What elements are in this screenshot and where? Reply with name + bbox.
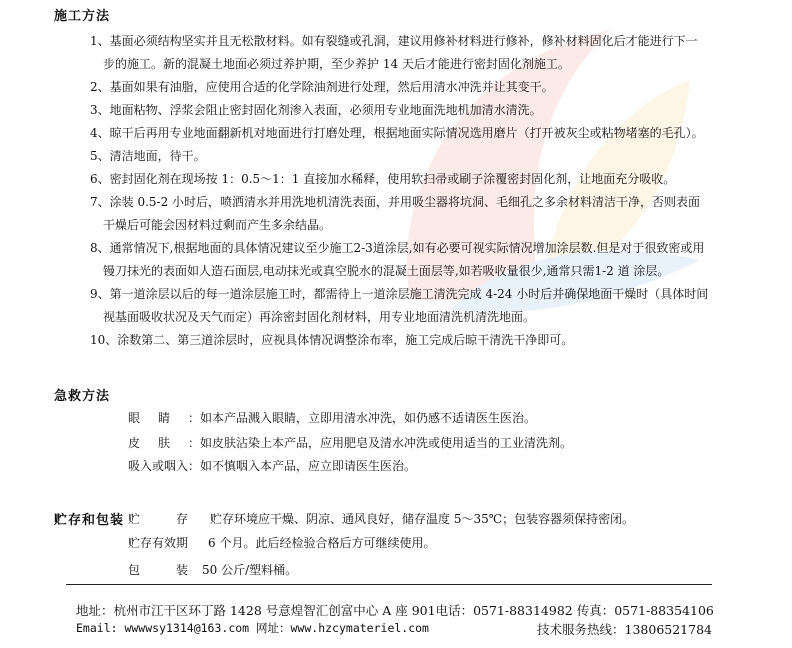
inhale-label: 吸入或咽入： xyxy=(128,459,201,473)
step-1: 1、基面必须结构坚实并且无松散材料。如有裂缝或孔洞，建议用修补材料进行修补，修补材料固化后才能进行下一 步的施工。新的混凝土地面必须过养护期，至少养护 14 天后才能进行密封固化剂施工。 xyxy=(90,34,698,71)
inhale-text: 如不慎咽入本产品，应立即请医生医治。 xyxy=(200,459,417,473)
step-3: 3、地面粘物、浮浆会阻止密封固化剂渗入表面，必须用专业地面洗地机加清水清洗。 xyxy=(90,103,542,117)
step-8: 8、通常情况下,根据地面的具体情况建议至少施工2-3道涂层,如有必要可视实际情况增加涂层数.但是对于很致密或用 镘刀抹光的表面如人造石面层,电动抹光或真空脱水的混凝土面层等,如若吸收量很少,通常只需1-2 道 涂层。 xyxy=(90,241,705,278)
first-aid-heading: 急救方法 xyxy=(54,389,111,404)
first-aid-skin xyxy=(128,435,572,451)
footer-contact-row xyxy=(76,620,712,638)
first-aid-eye xyxy=(128,410,536,426)
step-6: 6、密封固化剂在现场按 1：0.5～1：1 直接加水稀释，使用软扫帚或刷子涂覆密封固化剂，让地面充分吸收。 xyxy=(90,172,676,186)
eye-label: 眼睛： xyxy=(128,411,200,425)
step-9: 9、第一道涂层以后的每一道涂层施工时，都需待上一道涂层施工清洗完成 4-24 小时后并确保地面干燥时（具体时间 视基面吸收状况及天气而定）再涂密封固化剂材料，用专业地面清洗机清洗地面。 xyxy=(90,287,709,324)
first-aid-inhale xyxy=(128,458,416,474)
skin-text: 如皮肤沾染上本产品，应用肥皂及清水冲洗或使用适当的工业清洗剂。 xyxy=(200,436,573,450)
construction-steps-list xyxy=(90,30,730,352)
footer-address: 地址：杭州市江干区环丁路 1428 号意煌智汇创富中心 A 座 901电话：0571-88314982 传真：0571-88354106 xyxy=(76,603,714,618)
footer-hotline: 技术服务热线：13806521784 xyxy=(537,622,712,637)
packaging-label: 包装 xyxy=(128,563,188,577)
packaging-text: 50 公斤/塑料桶。 xyxy=(202,563,298,577)
storage-text: 贮存环境应干燥、阴凉、通风良好，储存温度 5～35℃；包装容器须保持密闭。 xyxy=(210,512,635,526)
step-10: 10、涂数第二、第三道涂层时，应视具体情况调整涂布率，施工完成后晾干清洗干净即可。 xyxy=(90,333,574,347)
storage-environment xyxy=(128,511,634,527)
shelf-life xyxy=(128,535,435,551)
skin-label: 皮肤： xyxy=(128,436,200,450)
storage-label: 贮存 xyxy=(128,512,188,526)
footer-divider xyxy=(66,584,712,585)
eye-text: 如本产品溅入眼睛，立即用清水冲洗，如仍感不适请医生医治。 xyxy=(200,411,537,425)
shelf-life-text: 6 个月。此后经检验合格后方可继续使用。 xyxy=(208,536,436,550)
packaging xyxy=(128,562,297,578)
footer-email-website: Email: wwwwsy1314@163.com 网址：www.hzcymateriel.com xyxy=(76,621,429,635)
step-7: 7、涂装 0.5-2 小时后，喷洒清水并用洗地机清洗表面，并用吸尘器将坑洞、毛细孔之多余材料清洁干净，否则表面 干燥后可能会因材料过剩而产生多余结晶。 xyxy=(90,195,701,232)
step-4: 4、晾干后再用专业地面翻新机对地面进行打磨处理，根据地面实际情况选用磨片（打开被灰尘或粘物堵塞的毛孔）。 xyxy=(90,126,704,140)
shelf-life-label: 贮存有效期 xyxy=(128,536,189,550)
storage-packaging-heading: 贮存和包装 xyxy=(54,513,125,528)
step-2: 2、基面如果有油脂，应使用合适的化学除油剂进行处理，然后用清水冲洗并让其变干。 xyxy=(90,80,554,94)
step-5: 5、清洁地面，待干。 xyxy=(90,149,206,163)
construction-method-heading: 施工方法 xyxy=(54,9,111,24)
